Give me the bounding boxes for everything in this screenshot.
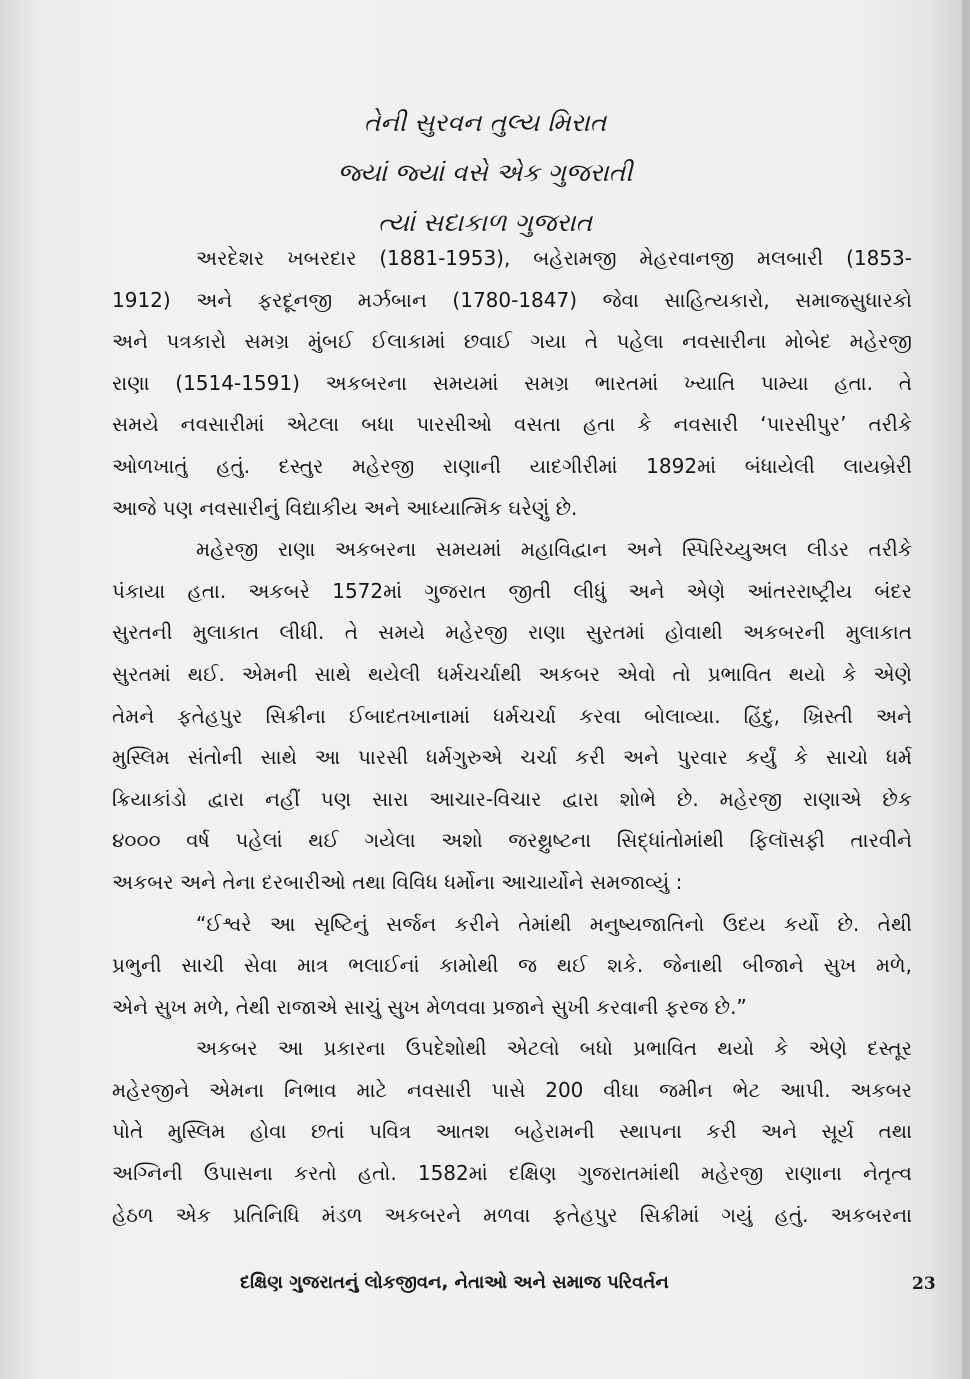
text-line: સુરતમાં થઈ. એમની સાથે થયેલી ધર્મચર્ચાથી અકબર એવો તો પ્રભાવિત થયો કે એણે bbox=[112, 661, 912, 686]
poem-line-1: તેની સુરવન તુલ્ય મિરાત bbox=[363, 108, 607, 137]
text-line: મહેરજી રાણા અકબરના સમયમાં મહાવિદ્વાન અને સ્પિરિચ્યુઅલ લીડર તરીકે bbox=[196, 537, 912, 562]
text-line: અને પત્રકારો સમગ્ર મુંબઈ ઈલાકામાં છવાઈ ગયા તે પહેલા નવસારીના મોબેદ મહેરજી bbox=[112, 329, 912, 354]
text-line: મુસ્લિમ સંતોની સાથે આ પારસી ધર્મગુરુએ ચર્ચા કરી અને પુરવાર કર્યું કે સાચો ધર્મ bbox=[112, 745, 912, 770]
text-line: ક્રિયાકાંડો દ્વારા નહીં પણ સારા આચાર-વિચાર દ્વારા શોભે છે. મહેરજી રાણાએ છેક bbox=[112, 786, 912, 811]
text-line: 1912) અને ફરદૂનજી મર્ઝબાન (1780-1847) જેવા સાહિત્યકારો, સમાજસુધારકો bbox=[112, 287, 912, 312]
text-line: આજે પણ નવસારીનું વિદ્યાકીય અને આધ્યાત્મિક ઘરેણું છે. bbox=[112, 495, 578, 520]
text-line: રાણા (1514-1591) અકબરના સમયમાં સમગ્ર ભારતમાં ખ્યાતિ પામ્યા હતા. તે bbox=[112, 370, 912, 395]
poem-line-2: જ્યાં જ્યાં વસે એક ગુજરાતી bbox=[337, 158, 633, 187]
text-line: અગ્નિની ઉપાસના કરતો હતો. 1582માં દક્ષિણ ગુજરાતમાંથી મહેરજી રાણાના નેતૃત્વ bbox=[112, 1161, 912, 1186]
text-line: ૪૦૦૦ વર્ષ પહેલાં થઈ ગયેલા અશો જરથ્રુષ્ટના સિદ્ધાંતોમાંથી ફિલૉસફી તારવીને bbox=[112, 828, 912, 853]
text-line: સુરતની મુલાકાત લીધી. તે સમયે મહેરજી રાણા સુરતમાં હોવાથી અકબરની મુલાકાત bbox=[112, 620, 912, 645]
text-line: અકબર અને તેના દરબારીઓ તથા વિવિધ ધર્મોના આચાર્યોને સમજાવ્યું : bbox=[112, 869, 683, 894]
text-line: પોતે મુસ્લિમ હોવા છતાં પવિત્ર આતશ બહેરામની સ્થાપના કરી અને સૂર્ય તથા bbox=[112, 1119, 912, 1144]
text-line: “ઈશ્વરે આ સૃષ્ટિનું સર્જન કરીને તેમાંથી મનુષ્યજાતિનો ઉદય કર્યો છે. તેથી bbox=[196, 911, 912, 936]
paragraph-2 bbox=[112, 529, 912, 903]
page-number: 23 bbox=[912, 1274, 936, 1294]
text-line: હેઠળ એક પ્રતિનિધિ મંડળ અકબરને મળવા ફતેહપુર સિક્રીમાં ગયું હતું. અકબરના bbox=[112, 1202, 912, 1227]
quote-paragraph bbox=[112, 904, 912, 1029]
text-line: મહેરજીને એમના નિભાવ માટે નવસારી પાસે 200 વીઘા જમીન ભેટ આપી. અકબર bbox=[112, 1077, 912, 1102]
running-footer-title: દક્ષિણ ગુજરાતનું લોકજીવન, નેતાઓ અને સમાજ પરિવર્તન bbox=[240, 1272, 669, 1293]
poem-line-3: ત્યાં સદાકાળ ગુજરાત bbox=[377, 208, 593, 237]
text-line: પ્રભુની સાચી સેવા માત્ર ભલાઈનાં કામોથી જ થઈ શકે. જેનાથી બીજાને સુખ મળે, bbox=[112, 953, 912, 978]
paragraph-1 bbox=[112, 238, 912, 529]
body-text bbox=[112, 238, 912, 1236]
page-footer bbox=[0, 1262, 970, 1302]
text-line: ઓળખાતું હતું. દસ્તુર મહેરજી રાણાની યાદગીરીમાં 1892માં બંધાયેલી લાયબ્રેરી bbox=[112, 453, 912, 478]
text-line: એને સુખ મળે, તેથી રાજાએ સાચું સુખ મેળવવા પ્રજાને સુખી કરવાની ફરજ છે.” bbox=[112, 994, 747, 1019]
text-line: તેમને ફતેહપુર સિક્રીના ઈબાદતખાનામાં ધર્મચર્ચા કરવા બોલાવ્યા. હિંદુ, ખ્રિસ્તી અને bbox=[112, 703, 912, 728]
paragraph-4 bbox=[112, 1028, 912, 1236]
text-line: અરદેશર ખબરદાર (1881-1953), બહેરામજી મેહરવાનજી મલબારી (1853- bbox=[196, 246, 912, 270]
text-line: સમયે નવસારીમાં એટલા બધા પારસીઓ વસતા હતા કે નવસારી ‘પારસીપુર’ તરીકે bbox=[112, 412, 912, 437]
text-line: પંકાયા હતા. અકબરે 1572માં ગુજરાત જીતી લીધું અને એણે આંતરરાષ્ટ્રીય બંદર bbox=[112, 578, 912, 603]
text-line: અકબર આ પ્રકારના ઉપદેશોથી એટલો બધો પ્રભાવિત થયો કે એણે દસ્તૂર bbox=[196, 1036, 912, 1061]
poem-block bbox=[0, 98, 970, 248]
